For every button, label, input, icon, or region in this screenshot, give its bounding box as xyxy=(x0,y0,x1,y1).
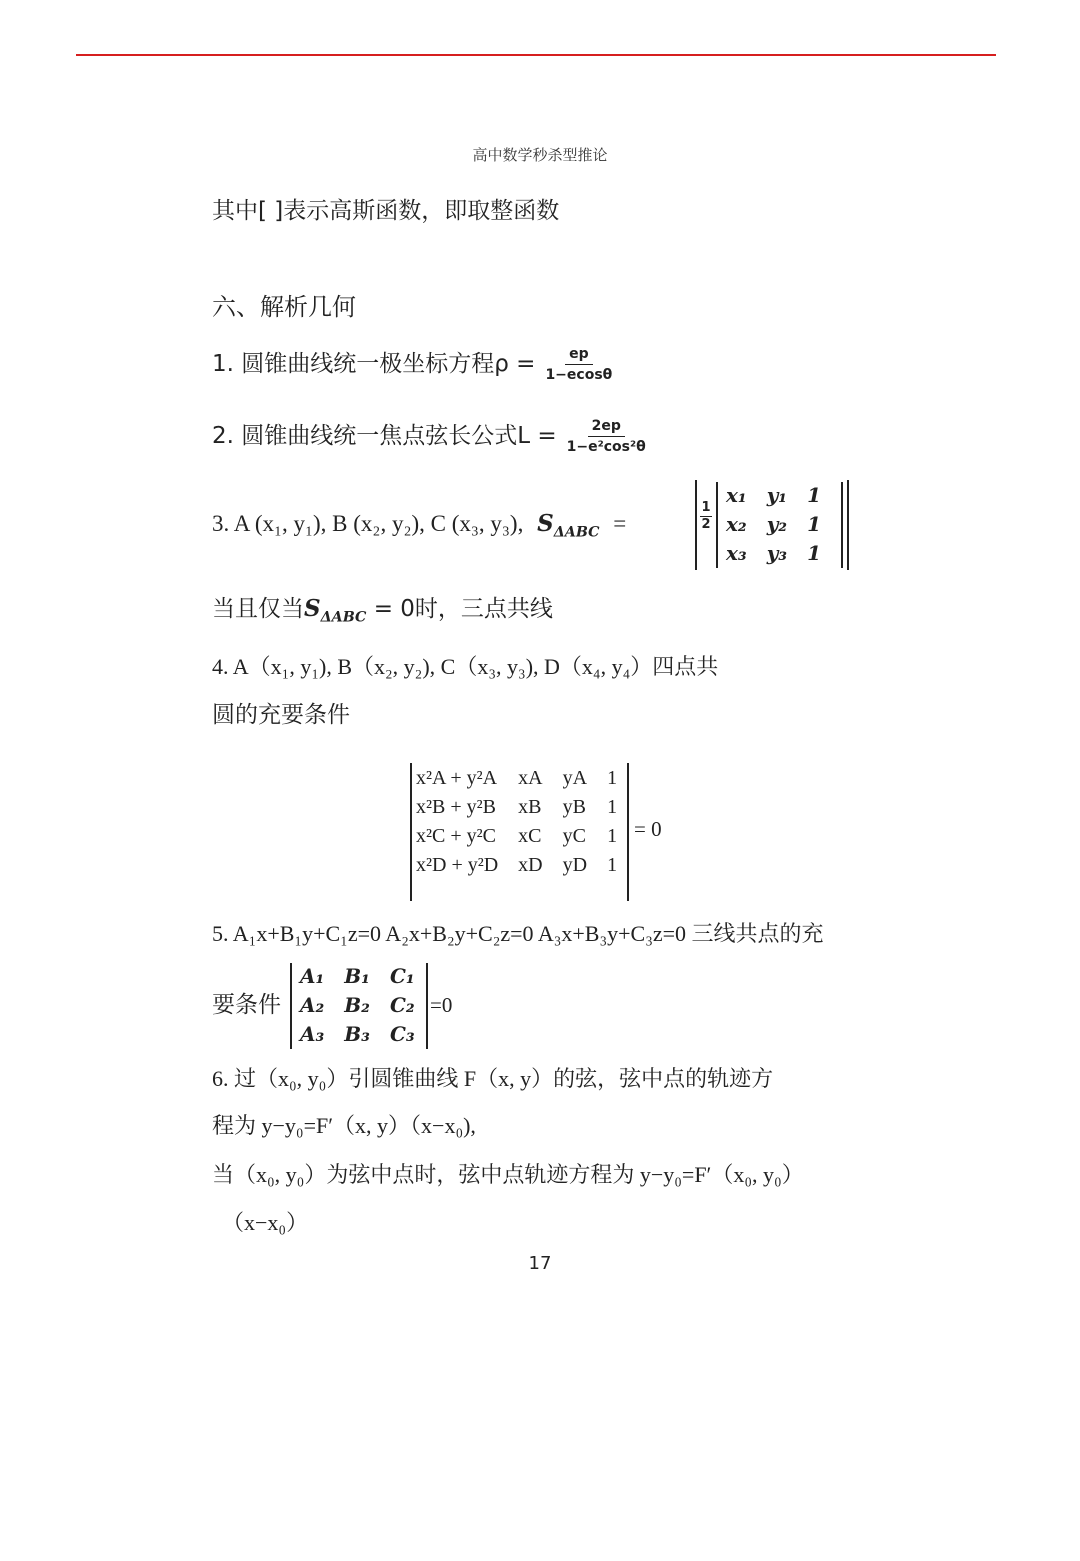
item-1-numerator: ep xyxy=(565,346,593,365)
det3-cell: y₁ xyxy=(766,483,788,507)
item-1-fraction xyxy=(541,346,616,383)
det3-outer-left-bar xyxy=(695,480,697,570)
det3-cell: x₃ xyxy=(726,541,747,565)
det4-cell: 1 xyxy=(607,854,618,876)
det4-row xyxy=(406,822,627,851)
page-number: 17 xyxy=(528,1253,552,1274)
item-6-line-2: 程为 y−y₀=F′（x, y）（x−x₀), xyxy=(212,1113,476,1138)
det4-cell: yC xyxy=(562,825,586,847)
det3-row xyxy=(716,539,831,568)
det4-cell: 1 xyxy=(607,796,618,818)
item-6-line-3: 当（x₀, y₀）为弦中点时，弦中点轨迹方程为 y−y₀=F′（x₀, y₀） xyxy=(212,1162,804,1187)
item-3 xyxy=(212,510,626,542)
item-5-line-1: 5. A₁x+B₁y+C₁z=0 A₂x+B₂y+C₂z=0 A₃x+B₃y+C₃z=0 三线共点的充 xyxy=(212,921,824,946)
det4-cell: x²B + y²B xyxy=(416,796,496,818)
det4-cell: xB xyxy=(518,796,542,818)
det3-row xyxy=(716,481,831,510)
det3-cell: y₃ xyxy=(766,541,788,565)
det4-right-bar xyxy=(627,763,629,901)
det5-cell: A₂ xyxy=(300,993,325,1017)
det3-cell: x₁ xyxy=(726,483,747,507)
item-1 xyxy=(212,346,616,383)
page-header: 高中数学秒杀型推论 xyxy=(472,146,608,164)
item-6-line-1: 6. 过（x₀, y₀）引圆锥曲线 F（x, y）的弦，弦中点的轨迹方 xyxy=(212,1066,774,1091)
header-rule xyxy=(76,54,996,56)
item-1-text: 1. 圆锥曲线统一极坐标方程ρ = xyxy=(212,350,536,377)
det3-cell: 1 xyxy=(807,483,821,507)
item-3-half-num: 1 xyxy=(701,500,711,515)
det5-right-bar xyxy=(426,963,428,1049)
det4-cell: 1 xyxy=(607,825,618,847)
det3-cell: 1 xyxy=(807,541,821,565)
det5-matrix xyxy=(290,962,425,1049)
item-3-area: S xyxy=(537,510,554,537)
item-2 xyxy=(212,418,650,455)
det4-cell: x²A + y²A xyxy=(416,767,498,789)
item-3-note-prefix: 当且仅当 xyxy=(212,596,304,622)
item-2-denominator: 1−e²cos²θ xyxy=(566,439,646,456)
item-2-numerator: 2ep xyxy=(588,418,625,437)
det4-cell: xC xyxy=(518,825,542,847)
det5-cell: B₁ xyxy=(344,964,370,988)
item-4-line-1: 4. A（x₁, y₁), B（x₂, y₂), C（x₃, y₃), D（x₄, y₄）四点共 xyxy=(212,654,719,679)
item-5-prefix: 要条件 xyxy=(212,992,281,1018)
det4-matrix xyxy=(406,764,627,880)
det4-row xyxy=(406,764,627,793)
item-3-note-suffix: = 0时，三点共线 xyxy=(366,596,553,622)
det4-cell: x²D + y²D xyxy=(416,854,499,876)
det5-cell: A₃ xyxy=(300,1022,325,1046)
item-2-text: 2. 圆锥曲线统一焦点弦长公式L = xyxy=(212,422,557,449)
det3-matrix xyxy=(716,481,831,568)
item-3-note xyxy=(212,595,553,627)
det3-cell: y₂ xyxy=(766,512,788,536)
det4-cell: 1 xyxy=(607,767,618,789)
det4-cell: xD xyxy=(518,854,543,876)
item-3-note-area: S xyxy=(304,595,321,622)
det5-cell: B₂ xyxy=(344,993,370,1017)
det4-row xyxy=(406,851,627,880)
det3-inner-right-bar xyxy=(841,482,843,568)
det5-cell: C₁ xyxy=(389,964,415,988)
item-3-half xyxy=(700,500,712,532)
item-3-note-area-sub: ΔABC xyxy=(320,609,367,626)
det5-row xyxy=(290,962,425,991)
det4-rhs: = 0 xyxy=(634,817,662,841)
det4-row xyxy=(406,793,627,822)
item-6-line-4: （x−x₀） xyxy=(222,1210,309,1235)
det3-cell: 1 xyxy=(807,512,821,536)
det5-cell: C₂ xyxy=(389,993,415,1017)
det3-row xyxy=(716,510,831,539)
det5-cell: A₁ xyxy=(300,964,325,988)
section-title: 六、解析几何 xyxy=(212,293,356,321)
det5-cell: B₃ xyxy=(344,1022,370,1046)
item-3-half-den: 2 xyxy=(701,516,711,532)
det5-cell: C₃ xyxy=(389,1022,415,1046)
item-3-equals: = xyxy=(613,511,627,536)
item-4-line-2: 圆的充要条件 xyxy=(212,702,350,728)
intro-text: 其中[ ]表示高斯函数，即取整函数 xyxy=(212,198,560,224)
det5-rhs: =0 xyxy=(430,993,453,1017)
item-3-area-sub: ΔABC xyxy=(553,524,600,541)
item-2-fraction xyxy=(563,418,650,455)
det4-cell: yB xyxy=(562,796,586,818)
det4-cell: yA xyxy=(562,767,588,789)
det4-cell: yD xyxy=(562,854,588,876)
item-3-text: 3. A (x₁, y₁), B (x₂, y₂), C (x₃, y₃), xyxy=(212,511,524,536)
det3-cell: x₂ xyxy=(726,512,747,536)
item-1-denominator: 1−ecosθ xyxy=(545,367,613,384)
det5-row xyxy=(290,991,425,1020)
det5-row xyxy=(290,1020,425,1049)
det4-cell: xA xyxy=(518,767,543,789)
det3-outer-right-bar xyxy=(847,480,849,570)
det4-cell: x²C + y²C xyxy=(416,825,496,847)
